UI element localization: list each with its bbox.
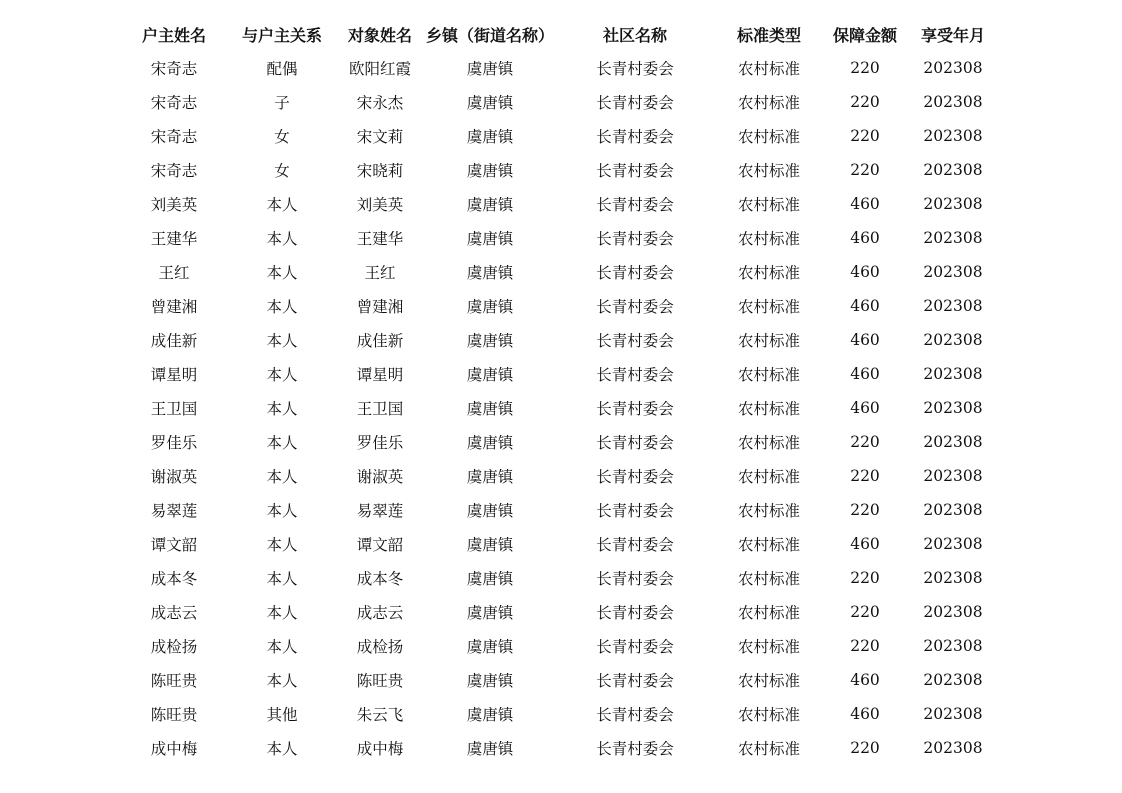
recipient-name-cell: 成志云 (356, 604, 404, 622)
community-cell: 长青村委会 (596, 706, 674, 724)
amount-cell: 460 (850, 229, 880, 247)
recipient-name-cell: 刘美英 (356, 196, 404, 214)
household-head-name-cell: 谭星明 (150, 366, 198, 384)
community-cell: 长青村委会 (596, 502, 674, 520)
household-head-name-cell: 成中梅 (150, 740, 198, 758)
year-month-cell: 202308 (923, 127, 983, 145)
year-month-cell: 202308 (923, 705, 983, 723)
household-head-name-cell: 陈旺贵 (150, 706, 198, 724)
table-row (120, 51, 1000, 85)
standard-type-cell: 农村标准 (737, 604, 800, 622)
relation-cell: 本人 (266, 672, 298, 690)
recipient-name-cell: 欧阳红霞 (348, 60, 411, 78)
relation-cell: 本人 (266, 638, 298, 656)
table-row (120, 391, 1000, 425)
standard-type-cell: 农村标准 (737, 536, 800, 554)
amount-cell: 460 (850, 671, 880, 689)
community-cell: 长青村委会 (596, 740, 674, 758)
year-month-cell: 202308 (923, 433, 983, 451)
amount-cell: 460 (850, 331, 880, 349)
community-cell: 长青村委会 (596, 196, 674, 214)
table-row (120, 221, 1000, 255)
township-cell: 虞唐镇 (466, 502, 514, 520)
township-cell: 虞唐镇 (466, 672, 514, 690)
community-cell: 长青村委会 (596, 604, 674, 622)
community-cell: 长青村委会 (596, 128, 674, 146)
township-cell: 虞唐镇 (466, 128, 514, 146)
year-month-cell: 202308 (923, 195, 983, 213)
standard-type-cell: 农村标准 (737, 502, 800, 520)
relation-cell: 本人 (266, 468, 298, 486)
year-month-cell: 202308 (923, 59, 983, 77)
standard-type-cell: 农村标准 (737, 196, 800, 214)
year-month-cell: 202308 (923, 229, 983, 247)
standard-type-cell: 农村标准 (737, 570, 800, 588)
amount-cell: 460 (850, 399, 880, 417)
standard-type-cell: 农村标准 (737, 128, 800, 146)
community-cell: 长青村委会 (596, 230, 674, 248)
household-head-name-cell: 成志云 (150, 604, 198, 622)
recipient-name-cell: 王卫国 (356, 400, 404, 418)
township-cell: 虞唐镇 (466, 570, 514, 588)
year-month-cell: 202308 (923, 297, 983, 315)
amount-cell: 460 (850, 705, 880, 723)
header-standard-type: 标准类型 (736, 25, 801, 45)
amount-cell: 220 (850, 501, 880, 519)
recipient-name-cell: 谭文韶 (356, 536, 404, 554)
relation-cell: 本人 (266, 434, 298, 452)
header-community: 社区名称 (602, 25, 667, 45)
township-cell: 虞唐镇 (466, 264, 514, 282)
amount-cell: 220 (850, 569, 880, 587)
household-head-name-cell: 宋奇志 (150, 128, 198, 146)
relation-cell: 本人 (266, 264, 298, 282)
standard-type-cell: 农村标准 (737, 298, 800, 316)
year-month-cell: 202308 (923, 467, 983, 485)
header-amount: 保障金额 (832, 25, 897, 45)
amount-cell: 220 (850, 603, 880, 621)
year-month-cell: 202308 (923, 161, 983, 179)
table-row (120, 119, 1000, 153)
household-head-name-cell: 王建华 (150, 230, 198, 248)
year-month-cell: 202308 (923, 569, 983, 587)
community-cell: 长青村委会 (596, 298, 674, 316)
header-row (120, 17, 1000, 51)
amount-cell: 220 (850, 467, 880, 485)
standard-type-cell: 农村标准 (737, 434, 800, 452)
relation-cell: 子 (274, 94, 290, 112)
household-head-name-cell: 宋奇志 (150, 94, 198, 112)
township-cell: 虞唐镇 (466, 60, 514, 78)
table-row (120, 731, 1000, 765)
household-head-name-cell: 谭文韶 (150, 536, 198, 554)
community-cell: 长青村委会 (596, 264, 674, 282)
table-row (120, 697, 1000, 731)
recipient-name-cell: 宋文莉 (356, 128, 404, 146)
community-cell: 长青村委会 (596, 162, 674, 180)
township-cell: 虞唐镇 (466, 162, 514, 180)
community-cell: 长青村委会 (596, 536, 674, 554)
year-month-cell: 202308 (923, 365, 983, 383)
table-row (120, 629, 1000, 663)
household-head-name-cell: 刘美英 (150, 196, 198, 214)
header-relation-to-head: 与户主关系 (241, 25, 322, 45)
relation-cell: 本人 (266, 740, 298, 758)
table-row (120, 153, 1000, 187)
year-month-cell: 202308 (923, 399, 983, 417)
recipient-name-cell: 成本冬 (356, 570, 404, 588)
household-head-name-cell: 罗佳乐 (150, 434, 198, 452)
year-month-cell: 202308 (923, 263, 983, 281)
table-row (120, 493, 1000, 527)
relation-cell: 女 (274, 128, 290, 146)
standard-type-cell: 农村标准 (737, 740, 800, 758)
recipient-name-cell: 陈旺贵 (356, 672, 404, 690)
year-month-cell: 202308 (923, 603, 983, 621)
year-month-cell: 202308 (923, 331, 983, 349)
header-recipient-name: 对象姓名 (347, 25, 412, 45)
household-head-name-cell: 曾建湘 (150, 298, 198, 316)
standard-type-cell: 农村标准 (737, 638, 800, 656)
amount-cell: 220 (850, 637, 880, 655)
table-body (120, 51, 1000, 765)
community-cell: 长青村委会 (596, 638, 674, 656)
township-cell: 虞唐镇 (466, 230, 514, 248)
relation-cell: 本人 (266, 536, 298, 554)
township-cell: 虞唐镇 (466, 638, 514, 656)
household-head-name-cell: 成佳新 (150, 332, 198, 350)
relation-cell: 本人 (266, 400, 298, 418)
standard-type-cell: 农村标准 (737, 60, 800, 78)
amount-cell: 460 (850, 535, 880, 553)
header-year-month: 享受年月 (920, 25, 985, 45)
community-cell: 长青村委会 (596, 672, 674, 690)
community-cell: 长青村委会 (596, 60, 674, 78)
relation-cell: 本人 (266, 298, 298, 316)
household-head-name-cell: 宋奇志 (150, 162, 198, 180)
recipient-name-cell: 曾建湘 (356, 298, 404, 316)
standard-type-cell: 农村标准 (737, 162, 800, 180)
household-head-name-cell: 成本冬 (150, 570, 198, 588)
household-head-name-cell: 王卫国 (150, 400, 198, 418)
table-row (120, 663, 1000, 697)
recipient-name-cell: 成中梅 (356, 740, 404, 758)
table-row (120, 323, 1000, 357)
recipient-name-cell: 王红 (364, 264, 396, 282)
assistance-recipients-table (120, 17, 1000, 765)
township-cell: 虞唐镇 (466, 400, 514, 418)
standard-type-cell: 农村标准 (737, 468, 800, 486)
township-cell: 虞唐镇 (466, 706, 514, 724)
relation-cell: 配偶 (266, 60, 298, 78)
relation-cell: 本人 (266, 604, 298, 622)
recipient-name-cell: 宋晓莉 (356, 162, 404, 180)
table-row (120, 187, 1000, 221)
recipient-name-cell: 王建华 (356, 230, 404, 248)
township-cell: 虞唐镇 (466, 740, 514, 758)
standard-type-cell: 农村标准 (737, 332, 800, 350)
year-month-cell: 202308 (923, 501, 983, 519)
household-head-name-cell: 陈旺贵 (150, 672, 198, 690)
relation-cell: 本人 (266, 230, 298, 248)
recipient-name-cell: 成佳新 (356, 332, 404, 350)
amount-cell: 220 (850, 127, 880, 145)
community-cell: 长青村委会 (596, 400, 674, 418)
relation-cell: 其他 (266, 706, 298, 724)
community-cell: 长青村委会 (596, 332, 674, 350)
standard-type-cell: 农村标准 (737, 230, 800, 248)
recipient-name-cell: 成检扬 (356, 638, 404, 656)
township-cell: 虞唐镇 (466, 366, 514, 384)
relation-cell: 本人 (266, 196, 298, 214)
standard-type-cell: 农村标准 (737, 706, 800, 724)
household-head-name-cell: 易翠莲 (150, 502, 198, 520)
recipient-name-cell: 易翠莲 (356, 502, 404, 520)
relation-cell: 女 (274, 162, 290, 180)
table-row (120, 255, 1000, 289)
household-head-name-cell: 宋奇志 (150, 60, 198, 78)
year-month-cell: 202308 (923, 739, 983, 757)
amount-cell: 460 (850, 195, 880, 213)
township-cell: 虞唐镇 (466, 434, 514, 452)
amount-cell: 220 (850, 739, 880, 757)
community-cell: 长青村委会 (596, 94, 674, 112)
household-head-name-cell: 谢淑英 (150, 468, 198, 486)
year-month-cell: 202308 (923, 535, 983, 553)
household-head-name-cell: 王红 (158, 264, 190, 282)
township-cell: 虞唐镇 (466, 94, 514, 112)
table-row (120, 561, 1000, 595)
community-cell: 长青村委会 (596, 434, 674, 452)
year-month-cell: 202308 (923, 93, 983, 111)
table-row (120, 357, 1000, 391)
recipient-name-cell: 宋永杰 (356, 94, 404, 112)
amount-cell: 460 (850, 297, 880, 315)
amount-cell: 220 (850, 93, 880, 111)
standard-type-cell: 农村标准 (737, 94, 800, 112)
amount-cell: 460 (850, 263, 880, 281)
relation-cell: 本人 (266, 332, 298, 350)
recipient-name-cell: 罗佳乐 (356, 434, 404, 452)
amount-cell: 220 (850, 59, 880, 77)
table-row (120, 289, 1000, 323)
standard-type-cell: 农村标准 (737, 264, 800, 282)
amount-cell: 220 (850, 433, 880, 451)
table-row (120, 595, 1000, 629)
header-township: 乡镇（街道名称） (425, 25, 554, 45)
township-cell: 虞唐镇 (466, 468, 514, 486)
table-row (120, 425, 1000, 459)
community-cell: 长青村委会 (596, 570, 674, 588)
table-row (120, 459, 1000, 493)
amount-cell: 460 (850, 365, 880, 383)
table-row (120, 85, 1000, 119)
standard-type-cell: 农村标准 (737, 400, 800, 418)
header-household-head-name: 户主姓名 (141, 25, 206, 45)
amount-cell: 220 (850, 161, 880, 179)
year-month-cell: 202308 (923, 671, 983, 689)
standard-type-cell: 农村标准 (737, 672, 800, 690)
recipient-name-cell: 谢淑英 (356, 468, 404, 486)
standard-type-cell: 农村标准 (737, 366, 800, 384)
township-cell: 虞唐镇 (466, 536, 514, 554)
household-head-name-cell: 成检扬 (150, 638, 198, 656)
table-row (120, 527, 1000, 561)
community-cell: 长青村委会 (596, 468, 674, 486)
relation-cell: 本人 (266, 366, 298, 384)
recipient-name-cell: 朱云飞 (356, 706, 404, 724)
township-cell: 虞唐镇 (466, 332, 514, 350)
township-cell: 虞唐镇 (466, 298, 514, 316)
township-cell: 虞唐镇 (466, 604, 514, 622)
relation-cell: 本人 (266, 570, 298, 588)
year-month-cell: 202308 (923, 637, 983, 655)
township-cell: 虞唐镇 (466, 196, 514, 214)
community-cell: 长青村委会 (596, 366, 674, 384)
recipient-name-cell: 谭星明 (356, 366, 404, 384)
relation-cell: 本人 (266, 502, 298, 520)
table-header (120, 17, 1000, 51)
